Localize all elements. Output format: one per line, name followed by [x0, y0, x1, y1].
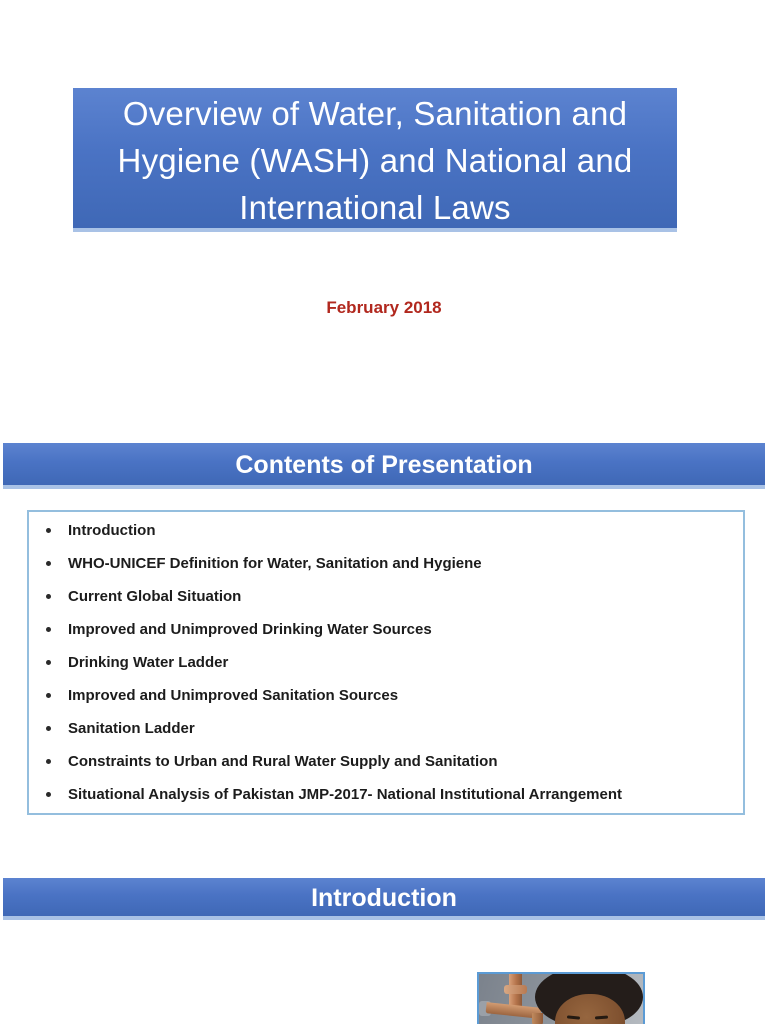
bullet-icon — [46, 528, 51, 533]
bullet-icon — [46, 627, 51, 632]
list-item — [39, 555, 733, 572]
introduction-header: Introduction — [3, 878, 765, 920]
list-item-label: WHO-UNICEF Definition for Water, Sanitation and Hygiene — [68, 555, 482, 572]
list-item — [39, 720, 733, 737]
title-banner — [73, 88, 677, 232]
list-item — [39, 753, 733, 770]
list-item-label: Situational Analysis of Pakistan JMP-2017- National Institutional Arrangement — [68, 786, 623, 803]
contents-list — [29, 512, 743, 813]
list-item-label: Improved and Unimproved Sanitation Sources — [68, 687, 399, 704]
list-item — [39, 522, 733, 539]
bullet-icon — [46, 759, 51, 764]
title-line-3: International Laws — [239, 189, 511, 226]
contents-header: Contents of Presentation — [3, 443, 765, 489]
bullet-icon — [46, 792, 51, 797]
tap-outlet-icon — [532, 1013, 543, 1024]
presentation-date: February 2018 — [326, 298, 442, 317]
child-at-tap-photo — [477, 972, 645, 1024]
list-item — [39, 588, 733, 605]
list-item-label: Sanitation Ladder — [68, 720, 195, 737]
bullet-icon — [46, 594, 51, 599]
list-item — [39, 621, 733, 638]
list-item-label: Introduction — [68, 522, 156, 539]
bullet-icon — [46, 726, 51, 731]
title-line-1: Overview of Water, Sanitation and — [122, 95, 628, 132]
list-item — [39, 654, 733, 671]
title-line-2: Hygiene (WASH) and National and — [117, 142, 633, 179]
list-item — [39, 687, 733, 704]
list-item-label: Current Global Situation — [68, 588, 242, 605]
list-item-label: Improved and Unimproved Drinking Water Sources — [68, 621, 432, 638]
bullet-icon — [46, 693, 51, 698]
contents-box — [27, 510, 745, 815]
list-item-label: Constraints to Urban and Rural Water Supply and Sanitation — [68, 753, 498, 770]
list-item-label: Drinking Water Ladder — [68, 654, 229, 671]
list-item — [39, 786, 733, 803]
bullet-icon — [46, 561, 51, 566]
bullet-icon — [46, 660, 51, 665]
tap-collar-icon — [504, 985, 527, 994]
